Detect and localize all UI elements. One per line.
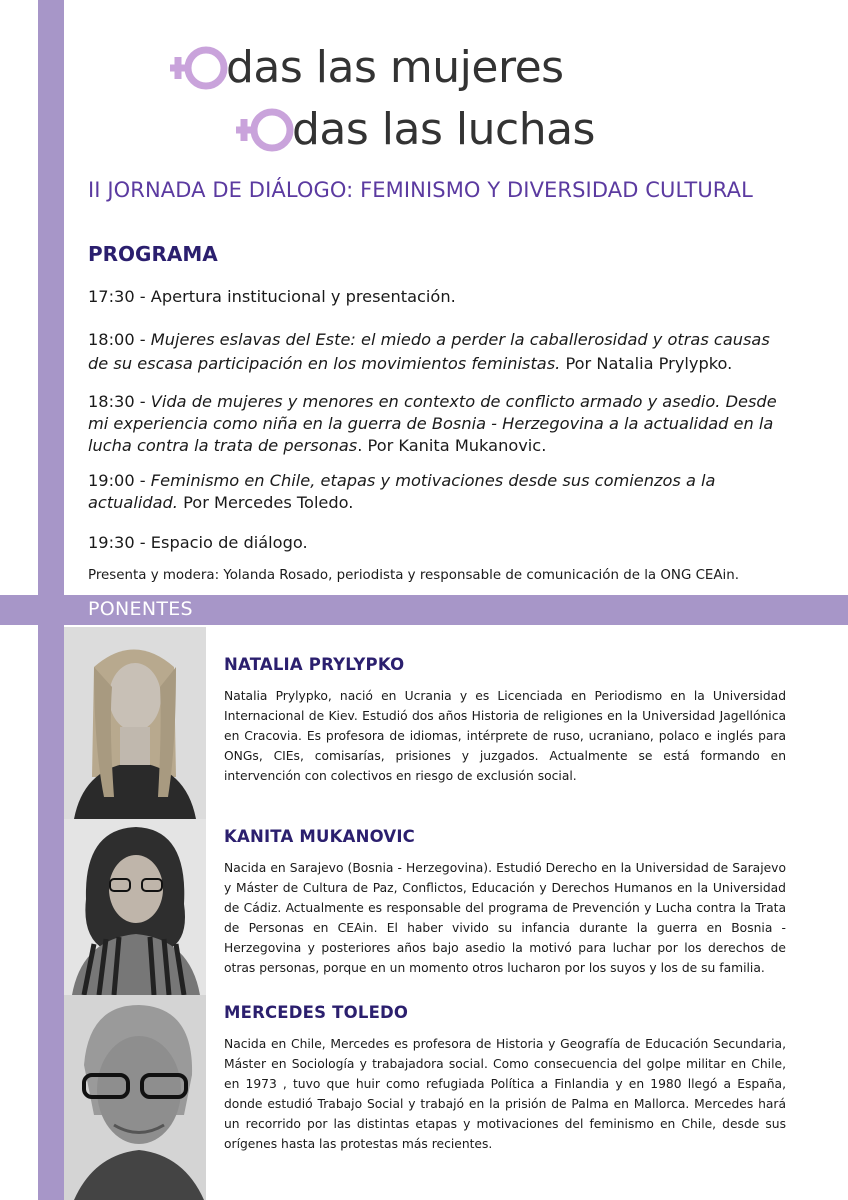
- speaker-name: MERCEDES TOLEDO: [224, 1003, 409, 1022]
- program-item: [88, 470, 794, 514]
- speaker-photo: [64, 995, 206, 1200]
- program-item: [88, 532, 794, 554]
- program-time: 17:30 -: [88, 287, 151, 306]
- program-talk-title: Vida de mujeres y menores en contexto de conflicto armado y asedio. Desde mi experiencia como niña en la guerra de Bosnia - Herzegovina a la actualidad en la lucha contra la trata de personas: [88, 392, 777, 455]
- program-detail: Por Natalia Prylypko.: [560, 354, 733, 373]
- speaker-bio: Natalia Prylypko, nació en Ucrania y es Licenciada en Periodismo en la Universidad Internacional de Kiev. Estudió dos años Historia de religiones en la Universidad Jagellónica en Cracovia. Es profesora de idiomas, intérprete de ruso, ucraniano, polaco e inglés para ONGs, CIEs, comisarías, prisiones y juzgados. Actualmente se está formando en intervención con colectivos en riesgo de exclusión social.: [224, 689, 786, 783]
- speaker-bio: Nacida en Sarajevo (Bosnia - Herzegovina). Estudió Derecho en la Universidad de Sarajevo y Máster de Cultura de Paz, Conflictos, Educación y Derechos Humanos en la Universidad de Cádiz. Actualmente es responsable del programa de Prevención y Lucha contra la Trata de Personas en CEAin. El haber vivido su infancia durante la guerra en Bosnia - Herzegovina y posteriores años bajo asedio la motivó para luchar por los derechos de otras personas, porque en un momento otros lucharon por los suyos y los de su familia.: [224, 861, 786, 975]
- speaker-name: KANITA MUKANOVIC: [224, 827, 415, 846]
- female-symbol-icon: [168, 42, 230, 94]
- program-time: 19:00 -: [88, 471, 151, 490]
- speaker-photo: [64, 819, 206, 995]
- event-subtitle: II JORNADA DE DIÁLOGO: FEMINISMO Y DIVERSIDAD CULTURAL: [88, 178, 753, 202]
- programa-heading: PROGRAMA: [88, 242, 218, 266]
- program-talk-title: Feminismo en Chile, etapas y motivaciones desde sus comienzos a la actualidad.: [88, 471, 716, 512]
- speaker-bio: Nacida en Chile, Mercedes es profesora de Historia y Geografía de Educación Secundaria, Máster en Sociología y trabajadora social. Como consecuencia del golpe militar en Chile, en 1973 , tuvo que huir como refugiada Política a Finlandia y en 1980 llegó a España, donde estudió Trabajo Social y trabajó en la prisión de Palma en Mallorca. Mercedes hará un recorrido por las distintas etapas y motivaciones del feminismo en Chile, desde sus orígenes hasta las protestas más recientes.: [224, 1037, 786, 1151]
- program-detail: Espacio de diálogo.: [150, 533, 308, 552]
- program-talk-title: Mujeres eslavas del Este: el miedo a perder la caballerosidad y otras causas de su escasa participación en los movimientos feministas.: [88, 330, 770, 373]
- program-detail: . Por Kanita Mukanovic.: [357, 436, 547, 455]
- program-item: [88, 328, 794, 376]
- ponentes-heading: PONENTES: [88, 598, 193, 620]
- speaker-name: NATALIA PRYLYPKO: [224, 655, 405, 674]
- program-time: 18:00 -: [88, 330, 151, 349]
- title-line-1: das las mujeres: [226, 42, 564, 93]
- program-item: [88, 391, 794, 457]
- moderator-note: Presenta y modera: Yolanda Rosado, periodista y responsable de comunicación de la ONG CEAin.: [88, 568, 740, 583]
- title-line-2: das las luchas: [292, 104, 595, 155]
- speaker-photo: [64, 627, 206, 819]
- program-detail: Por Mercedes Toledo.: [177, 493, 354, 512]
- female-symbol-icon: [234, 104, 296, 156]
- program-time: 18:30 -: [88, 392, 151, 411]
- program-item: [88, 286, 794, 308]
- program-time: 19:30 -: [88, 533, 151, 552]
- program-detail: Apertura institucional y presentación.: [150, 287, 456, 306]
